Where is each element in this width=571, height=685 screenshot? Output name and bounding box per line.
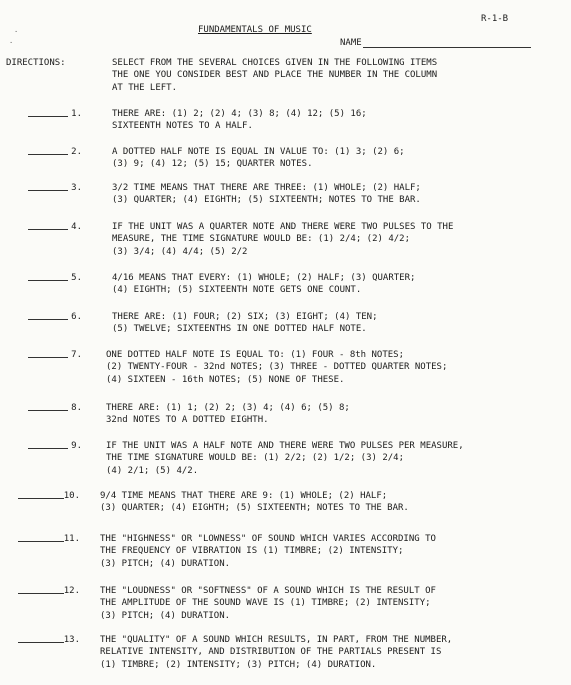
question-text: THE "HIGHNESS" OR "LOWNESS" OF SOUND WHICH VARIES ACCORDING TO THE FREQUENCY OF VIBRATION IS (1) TIMBRE; (2) INTENSITY; (3) PITCH; (4) DURATION. (100, 534, 436, 569)
question-number: 13. (63, 635, 80, 645)
question-text: A DOTTED HALF NOTE IS EQUAL IN VALUE TO: (1) 3; (2) 6; (3) 9; (4) 12; (5) 15; QUARTER NOTES. (112, 147, 405, 170)
question-number: 3. (71, 183, 82, 193)
question-text: IF THE UNIT WAS A HALF NOTE AND THERE WERE TWO PULSES PER MEASURE, THE TIME SIGNATURE WOULD BE: (1) 2/2; (2) 1/2; (3) 2/4; (4) 2/1; (5) 4/2. (106, 441, 464, 476)
question-number: 5. (71, 273, 82, 283)
question-text: ONE DOTTED HALF NOTE IS EQUAL TO: (1) FOUR - 8th NOTES; (2) TWENTY-FOUR - 32nd NOTES; (3) THREE - DOTTED QUARTER NOTES; (4) SIXTEEN - 16th NOTES; (5) NONE OF THESE. (106, 350, 448, 385)
name-blank-line (363, 38, 531, 48)
page-title: FUNDAMENTALS OF MUSIC (198, 25, 312, 35)
question-text: THE "QUALITY" OF A SOUND WHICH RESULTS, IN PART, FROM THE NUMBER, RELATIVE INTENSITY, AND DISTRIBUTION OF THE PARTIALS PRESENT IS (1) TIMBRE; (2) INTENSITY; (3) PITCH; (4) DURATION. (100, 635, 453, 670)
question-number: 6. (71, 312, 82, 322)
question-text: 3/2 TIME MEANS THAT THERE ARE THREE: (1) WHOLE; (2) HALF; (3) QUARTER; (4) EIGHTH; (5) SIXTEENTH; NOTES TO THE BAR. (112, 183, 421, 206)
directions-label: DIRECTIONS: (6, 58, 66, 68)
question-number: 1. (71, 109, 82, 119)
question-number: 11. (63, 534, 80, 544)
question-text: IF THE UNIT WAS A QUARTER NOTE AND THERE WERE TWO PULSES TO THE MEASURE, THE TIME SIGNATURE WOULD BE: (1) 2/4; (2) 4/2; (3) 3/4; (4) 4/4; (5) 2/2 (112, 222, 454, 257)
name-field (340, 38, 531, 48)
worksheet-code: R-1-B (481, 14, 509, 24)
directions (6, 57, 552, 94)
question-text: THERE ARE: (1) 2; (2) 4; (3) 8; (4) 12; (5) 16; SIXTEENTH NOTES TO A HALF. (112, 109, 367, 132)
question-text: THE "LOUDNESS" OR "SOFTNESS" OF A SOUND WHICH IS THE RESULT OF THE AMPLITUDE OF THE SOUND WAVE IS (1) TIMBRE; (2) INTENSITY; (3) PITCH; (4) DURATION. (100, 586, 436, 621)
scan-speck: · (14, 28, 19, 36)
question-number: 8. (71, 403, 82, 413)
question-text: THERE ARE: (1) FOUR; (2) SIX; (3) EIGHT; (4) TEN; (5) TWELVE; SIXTEENTHS IN ONE DOTTED HALF NOTE. (112, 312, 378, 335)
question-number: 4. (71, 222, 82, 232)
question-number: 2. (71, 147, 82, 157)
name-label: NAME (340, 38, 362, 48)
question-text: THERE ARE: (1) 1; (2) 2; (3) 4; (4) 6; (5) 8; 32nd NOTES TO A DOTTED EIGHTH. (106, 403, 350, 426)
question-text: 9/4 TIME MEANS THAT THERE ARE 9: (1) WHOLE; (2) HALF; (3) QUARTER; (4) EIGHTH; (5) SIXTEENTH; NOTES TO THE BAR. (100, 491, 409, 514)
question-text: 4/16 MEANS THAT EVERY: (1) WHOLE; (2) HALF; (3) QUARTER; (4) EIGHTH; (5) SIXTEENTH NOTE GETS ONE COUNT. (112, 273, 416, 296)
scan-speck: · (9, 39, 14, 47)
question-number: 10. (63, 491, 80, 501)
directions-text: SELECT FROM THE SEVERAL CHOICES GIVEN IN THE FOLLOWING ITEMS THE ONE YOU CONSIDER BEST AND PLACE THE NUMBER IN THE COLUMN AT THE LEFT. (112, 58, 438, 93)
question-number: 9. (71, 441, 82, 451)
question-number: 7. (71, 350, 82, 360)
question-number: 12. (63, 586, 80, 596)
